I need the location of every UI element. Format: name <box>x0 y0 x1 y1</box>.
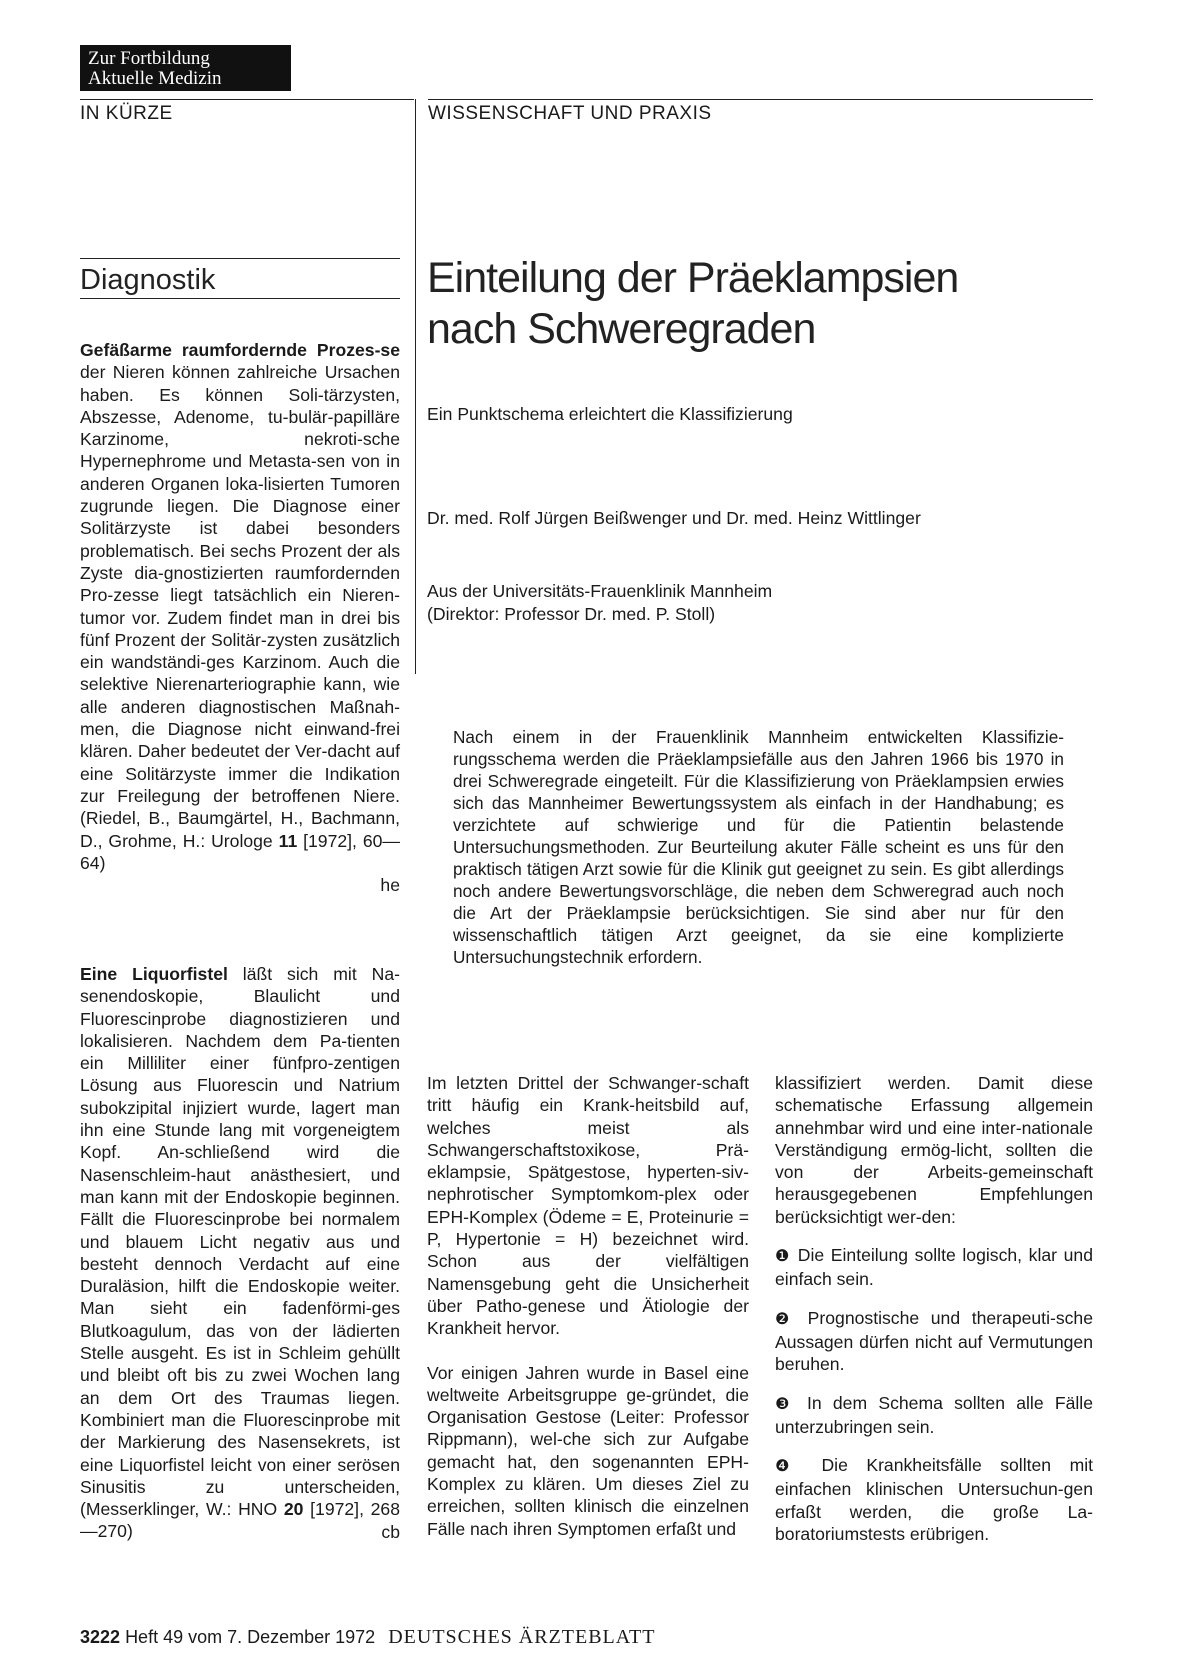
number-2-icon: ❷ <box>775 1310 797 1328</box>
institution-line-1: Aus der Universitäts-Frauenklinik Mannheim <box>427 581 773 601</box>
header-rule-left <box>80 99 414 100</box>
diagnostik-rule-bottom <box>80 298 400 299</box>
item-volume: 11 <box>278 830 298 851</box>
criteria-item: ❹ Die Krankheitsfälle sollten mit einfachen klinischen Untersuchun-gen erfaßt werden, die große La-boratoriumstests erübrigen. <box>775 1455 1094 1545</box>
item-reference: [1972], 268—270) <box>80 1499 400 1542</box>
section-label-right: WISSENSCHAFT UND PRAXIS <box>428 103 712 124</box>
item-text: der Nieren können zahlreiche Ursachen haben. Es können Soli-tärzysten, Abszesse, Adenome, tu-bulär-papilläre Karzinome, nekroti-sche Hypernephrome und Metasta-sen von in anderen Organen loka-lisierten Tumoren zugrunde liegen. Die Diagnose einer Solitärzyste ist dabei besonders problematisch. Bei sechs Prozent der als Zyste dia-gnostizierten raumfordernden Pro-zesse liegt tatsächlich ein Nieren-tumor vor. Zudem findet man in drei bis fünf Prozent der Solitär-zysten zusätzlich ein wandständi-ges Karzinom. Auch die selektive Nierenarteriographie kann, wie alle anderen diagnostischen Maßnah-men, die Diagnose nicht einwand-frei klären. Daher bedeutet der Ver-dacht auf eine Solitärzyste immer die Indikation zur Freilegung der betroffenen Niere. (Riedel, B., Baumgärtel, H., Bachmann, D., Grohme, H.: Urologe <box>80 362 400 851</box>
title-line-2: nach Schweregraden <box>427 305 816 353</box>
title-line-1: Einteilung der Präeklampsien <box>427 254 959 302</box>
issue-info: Heft 49 vom 7. Dezember 1972 <box>125 1627 376 1647</box>
sidebar-item-liquorfistel <box>80 963 400 1543</box>
item-initials: cb <box>381 1521 400 1542</box>
item-reference: [1972], 60—64) <box>80 830 400 873</box>
body-column-2 <box>775 1072 1093 1545</box>
kicker-line-2: Aktuelle Medizin <box>88 68 222 89</box>
item-volume: 20 <box>283 1499 304 1520</box>
institution-line-2: (Direktor: Professor Dr. med. P. Stoll) <box>427 604 716 624</box>
item-initials: he <box>380 875 400 896</box>
section-kicker <box>80 45 291 91</box>
item-lead: Gefäßarme raumfordernde Prozes-se <box>80 340 400 360</box>
article-institution <box>427 580 772 626</box>
body-column-1 <box>427 1072 749 1540</box>
sidebar-heading: Diagnostik <box>80 264 216 296</box>
criteria-item: ❸ In dem Schema sollten alle Fälle unterzubringen sein. <box>775 1392 1093 1437</box>
article-subtitle: Ein Punktschema erleichtert die Klassifizierung <box>427 404 793 424</box>
journal-name: DEUTSCHES ÄRZTEBLATT <box>388 1626 656 1648</box>
column-divider <box>415 99 416 674</box>
number-4-icon: ❹ <box>775 1458 803 1476</box>
sidebar-item-kidney <box>80 339 400 896</box>
article-title <box>427 253 1067 355</box>
kicker-line-1: Zur Fortbildung <box>88 48 210 69</box>
item-text: läßt sich mit Na-senendoskopie, Blaulicht und Fluorescinprobe diagnostizieren und lokalisieren. Nachdem dem Pa-tienten ein Milliliter einer fünfpro-zentigen Lösung aus Fluorescin und Natrium subokzipital injiziert wurde, lagert man ihn eine Stunde lang mit vorgeneigtem Kopf. An-schließend wird die Nasenschleim-haut anästhesiert, und man kann mit der Endoskopie beginnen. Fällt die Fluorescinprobe bei normalem und blauem Licht negativ aus und besteht dennoch Verdacht auf eine Duraläsion, hilft die Endoskopie weiter. Man sieht ein fadenförmi-ges Blutkoagulum, das von der lädierten Stelle ausgeht. Es ist in Schleim gehüllt und bleibt oft bis zu zwei Wochen lang an dem Ort des Traumas liegen. Kombiniert man die Fluorescinprobe mit der Markierung des Nasensekrets, ist eine Liquorfistel leicht von einer serösen Sinusitis zu unterscheiden, (Messerklinger, W.: HNO <box>80 964 400 1520</box>
section-label-left: IN KÜRZE <box>80 103 173 124</box>
header-rule-right <box>428 99 1093 100</box>
body-paragraph: Im letzten Drittel der Schwanger-schaft tritt häufig ein Krank-heitsbild auf, welches meist als Schwangerschaftstoxikose, Prä-eklampsie, Spätgestose, hyperten-siv-nephrotischer Symptomkom-plex oder EPH-Komplex (Ödeme = E, Proteinurie = P, Hypertonie = H) bezeichnet wird. Schon aus der vielfältigen Namensgebung geht die Unsicherheit über Patho-genese und Ätiologie der Krankheit hervor. <box>427 1073 749 1339</box>
body-paragraph: klassifiziert werden. Damit diese schematische Erfassung allgemein annehmbar wird und eine inter-nationale Verständigung ermög-licht, sollten die von der Arbeits-gemeinschaft herausgegebenen Empfehlungen berücksichtigt wer-den: <box>775 1073 1093 1227</box>
body-paragraph: Vor einigen Jahren wurde in Basel eine weltweite Arbeitsgruppe ge-gründet, die Organisation Gestose (Leiter: Professor Rippmann), wel-che sich zur Aufgabe gemacht hat, den sogenannten EPH-Komplex zu klären. Um dieses Ziel zu erreichen, sollten klinisch die einzelnen Fälle nach ihren Symptomen erfaßt und <box>427 1362 749 1539</box>
article-authors: Dr. med. Rolf Jürgen Beißwenger und Dr. med. Heinz Wittlinger <box>427 508 921 528</box>
number-1-icon: ❶ <box>775 1248 792 1266</box>
criteria-item: ❷ Prognostische und therapeuti-sche Aussagen dürfen nicht auf Vermutungen beruhen. <box>775 1307 1093 1375</box>
number-3-icon: ❸ <box>775 1395 796 1413</box>
diagnostik-rule-top <box>80 258 400 259</box>
item-lead: Eine Liquorfistel <box>80 964 228 984</box>
article-abstract: Nach einem in der Frauenklinik Mannheim entwickelten Klassifizie-rungsschema werden die Präeklampsiefälle aus den Jahren 1966 bis 1970 in drei Schweregrade eingeteilt. Für die Klassifizierung von Präeklampsien erwies sich das Mannheimer Bewertungssystem als einfach in der Handhabung; es verzichtete auf schwierige und für die Patientin belastende Untersuchungsmethoden. Zur Beurteilung akuter Fälle scheint es uns für den praktisch tätigen Arzt sowie für die Klinik gut geeignet zu sein. Es gibt allerdings noch andere Bewertungsvorschläge, die neben dem Schweregrad auch noch die Art der Präeklampsie berücksichtigen. Sie sind aber nur für den wissenschaftlich tätigen Arzt geeignet, da sie eine komplizierte Untersuchungstechnik erfordern. <box>453 727 1064 967</box>
page-number: 3222 <box>80 1627 121 1647</box>
criteria-item: ❶ Die Einteilung sollte logisch, klar und einfach sein. <box>775 1245 1094 1290</box>
page-footer <box>80 1626 655 1649</box>
